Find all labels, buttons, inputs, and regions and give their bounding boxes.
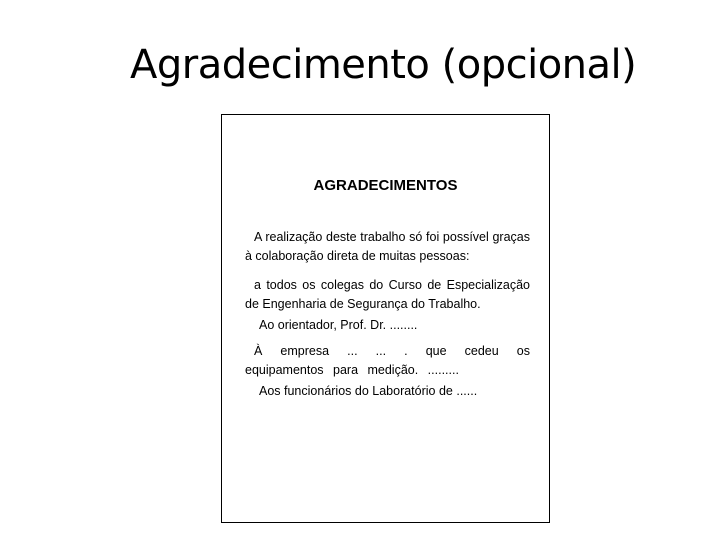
paragraph-colegas: a todos os colegas do Curso de Especialização de Engenharia de Segurança do Trabalho.: [245, 278, 530, 311]
document-page: [221, 114, 550, 523]
paragraph-funcionarios: Aos funcionários do Laboratório de ......: [259, 384, 478, 398]
document-heading: AGRADECIMENTOS: [313, 177, 458, 194]
paragraph-realizacao: A realização deste trabalho só foi possível graças à colaboração direta de muitas pessoas:: [245, 230, 530, 263]
paragraph-orientador: Ao orientador, Prof. Dr. ........: [259, 318, 418, 332]
slide-title: Agradecimento (opcional): [130, 42, 637, 88]
paragraph-empresa: À empresa ... ... . que cedeu os equipamentos para medição. .........: [245, 344, 530, 377]
